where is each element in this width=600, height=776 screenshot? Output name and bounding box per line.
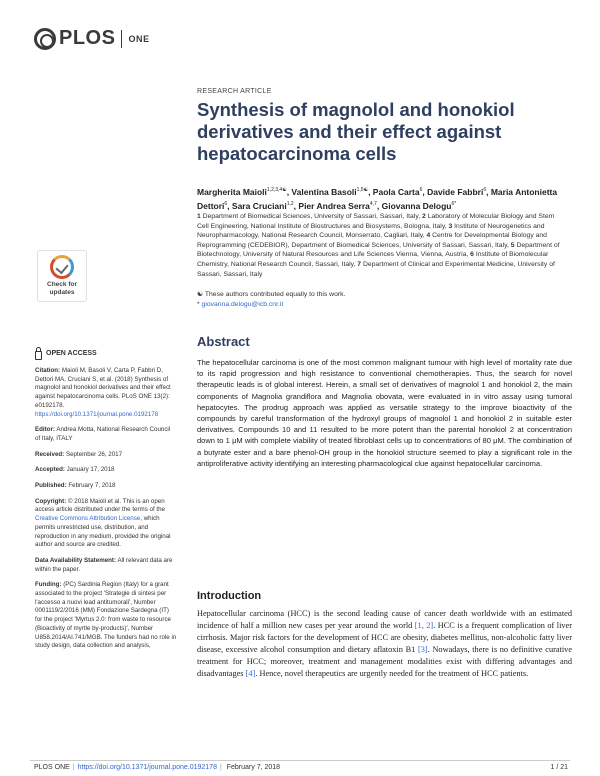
author-affil: 6* xyxy=(451,200,457,207)
reference-link[interactable]: [4] xyxy=(245,669,256,678)
author-notes xyxy=(197,290,567,309)
reference-link[interactable]: [3] xyxy=(417,645,428,654)
reference-link[interactable]: [1, 2] xyxy=(414,621,434,630)
abstract-heading: Abstract xyxy=(197,334,250,349)
author-name[interactable]: Margherita Maioli xyxy=(197,186,267,197)
author-name[interactable]: Giovanna Delogu xyxy=(381,200,452,211)
author-affil: 6 xyxy=(419,187,423,193)
citation: Citation: Maioli M, Basoli V, Carta P, Fabbri D, Dettori MA, Cruciani S, et al. (2018) Synthesis of magnolol and honokiol derivatives and their effect against hepatocarcinoma cells. PLoS ONE 13(2): e0192178. https://doi.org/10.1371/journal.pone.0192178 xyxy=(35,367,171,418)
author-name[interactable]: Paola Carta xyxy=(372,186,420,197)
author-affil: 1,2,3,4☯ xyxy=(266,187,287,193)
funding: Funding: (PC) Sardinia Region (Italy) for a grant associated to the project 'Strategie di sintesi per l'accesso a nuovi lead antitumorali', Number 0001119/2/2016 (MM) Fondazione Sardegna (IT) for the project 'Myrtus 2.0: from waste to resource (Bioactivity of myrtle by-products)', Number U858.2014/AI.741/MGB. The funders had no role in study design, data collection and analysis, xyxy=(35,581,177,650)
author-name[interactable]: Davide Fabbri xyxy=(427,186,484,197)
equal-contribution-note: ☯ These authors contributed equally to this work. xyxy=(197,291,346,298)
author-affil: 6 xyxy=(224,200,228,207)
author-affil: 1,5☯ xyxy=(356,187,369,193)
received-date: Received: September 26, 2017 xyxy=(35,450,123,458)
corresponding-email-line: * giovanna.delogu@icb.cnr.it xyxy=(197,300,284,308)
author-name[interactable]: Pier Andrea Serra xyxy=(298,200,370,211)
author-affil: 1,2 xyxy=(286,200,294,207)
article-info-sidebar xyxy=(35,348,177,658)
open-lock-icon xyxy=(35,351,42,360)
license-link[interactable]: Creative Commons Attribution License xyxy=(35,515,141,523)
affiliation: Department of Biomedical Sciences, University of Sassari, Sassari, Italy, xyxy=(202,213,421,220)
check-for-updates-badge[interactable] xyxy=(37,250,87,302)
author-name[interactable]: Valentina Basoli xyxy=(291,186,357,197)
author-affil: 6 xyxy=(483,187,487,193)
check-updates-icon xyxy=(50,255,74,279)
affiliation: Department of Clinical and Experimental Medicine, University of Sassari, Sassari, Italy xyxy=(197,260,555,278)
affiliation: Institute of Biomolecular Chemistry, National Research Council, Sassari, Italy, xyxy=(197,251,549,268)
author-list: Margherita Maioli$^{1,2,3,4☯}$, Valentina Basoli$^{1,5☯}$, Paola Carta$^6$, Davide Fabbri$^6$, Maria Antonietta Dettori$^6$, Sara Cruciani$^{1,2}$, Pier Andrea Serra$^{4,7}$, Giovanna Delogu$^{6*}$ xyxy=(197,186,558,211)
author-name[interactable]: Sara Cruciani xyxy=(231,200,287,211)
introduction-heading: Introduction xyxy=(197,590,262,602)
footer-divider xyxy=(30,760,570,761)
data-availability: Data Availability Statement: All relevant data are within the paper. xyxy=(35,556,173,573)
article-title: Synthesis of magnolol and honokiol derivatives and their effect against hepatocarcinoma cells xyxy=(197,99,515,164)
published-date: Published: February 7, 2018 xyxy=(35,482,116,490)
affiliation: Department of Biotechnology, University of Natural Resources and Life Sciences Vienna, Vienna, Austria, xyxy=(197,241,560,259)
affiliation: Institute of Neurogenetics and Neuropharmacology, National Research Council, Monserrato, Cagliari, Italy, xyxy=(197,222,545,240)
logo-divider xyxy=(121,30,122,48)
page-number: 1 / 21 xyxy=(550,764,568,771)
footer-journal: PLOS ONE xyxy=(34,764,70,771)
open-access-badge: OPEN ACCESS xyxy=(35,348,177,360)
abstract-text: The hepatocellular carcinoma is one of the most common malignant tumour with high level of mortality rate due to its rapid progression and high resistance to conventional chemotherapies. Thus, the search for novel therapeutic leads is of global interest. Herein, a small set of derivatives of magnolol 1 and honokiol 2, the main components of Magnolia grandiflora and Magnolia obovata, were evaluated in in vitro assay using tumoral hepatocytes. The prodrug approach was applied as versatile strategy to the improve bioactivity of the compounds by careful transformation of the hydroxyl groups of magnolol 1 and honokiol 2 in suitable ester derivatives. Compounds 10 and 11 resulted to be more potent than the parental honokiol 2 at concentration down to 1 μM with complete viability of treated fibroblast cells up to concentrations of 80 μM. The combination of a butyrate ester and a bare phenol-OH group in the honokiol structure seemed to play a significant role in the antiproliferative activity identifying an interesting pharmacological clue against hepatocellular carcinoma. xyxy=(197,358,572,468)
footer-date: February 7, 2018 xyxy=(226,764,281,771)
affiliation: Laboratory of Molecular Biology and Stem Cell Engineering, National Institute of Biostructures and Biosystems, Bologna, Italy, xyxy=(197,213,555,230)
logo-brand: PLOS xyxy=(59,27,116,49)
affiliation: Centre for Developmental Biology and Reprogramming (CEDEBIOR), Department of Biomedical Sciences, University of Sassari, Sassari, Italy, xyxy=(197,232,547,249)
logo-journal: ONE xyxy=(128,33,150,44)
author-name[interactable]: Maria Antonietta Dettori xyxy=(197,186,558,211)
corresponding-email-link[interactable]: giovanna.delogu@icb.cnr.it xyxy=(201,300,284,308)
citation-doi-link[interactable]: https://doi.org/10.1371/journal.pone.0192178 xyxy=(35,410,159,418)
copyright: Copyright: © 2018 Maioli et al. This is an open access article distributed under the terms of the Creative Commons Attribution License, which permits unrestricted use, distribution, and reproduction in any medium, provided the original author and source are credited. xyxy=(35,497,171,549)
footer-citation: PLOS ONE | https://doi.org/10.1371/journal.pone.0192178 | February 7, 2018 xyxy=(34,764,281,771)
plos-logo-icon xyxy=(34,28,56,50)
accepted-date: Accepted: January 17, 2018 xyxy=(35,466,115,474)
plos-logo xyxy=(34,27,150,50)
affiliation-list: 1 Department of Biomedical Sciences, University of Sassari, Sassari, Italy, 2 Laboratory of Molecular Biology and Stem Cell Engineering, National Institute of Biostructures and Biosystems, Bologna, Italy, 3 Institute of Neurogenetics and Neuropharmacology, National Research Council, Monserrato, Cagliari, Italy, 4 Centre for Developmental Biology and Reprogramming (CEDEBIOR), Department of Biomedical Sciences, University of Sassari, Sassari, Italy, 5 Department of Biotechnology, University of Natural Resources and Life Sciences Vienna, Vienna, Austria, 6 Institute of Biomolecular Chemistry, National Research Council, Sassari, Italy, 7 Department of Clinical and Experimental Medicine, University of Sassari, Sassari, Italy xyxy=(197,213,560,278)
article-type: RESEARCH ARTICLE xyxy=(197,88,272,95)
footer-doi-link[interactable]: https://doi.org/10.1371/journal.pone.0192178 xyxy=(77,764,217,771)
introduction-text: Hepatocellular carcinoma (HCC) is the second leading cause of cancer death worldwide with an estimated incidence of half a million new cases per year around the world [1, 2]. HCC is a frequent complication of liver cirrhosis. Major risk factors for the development of HCC are obesity, diabetes mellitus, non-alcoholic fatty liver disease, excessive alcohol consumption and dietary aflatoxin B1 [3]. Nowadays, there is no definitive curative treatment for HCC; moreover, treatment and management modalities exist with differing advantages and disadvantages [4]. Hence, novel therapeutics are urgently needed for the treatment of HCC patients. xyxy=(197,609,573,678)
author-affil: 4,7 xyxy=(369,200,377,207)
check-updates-label: Check for updates xyxy=(47,281,77,296)
editor: Editor: Andrea Motta, National Research Council of Italy, ITALY xyxy=(35,426,171,442)
